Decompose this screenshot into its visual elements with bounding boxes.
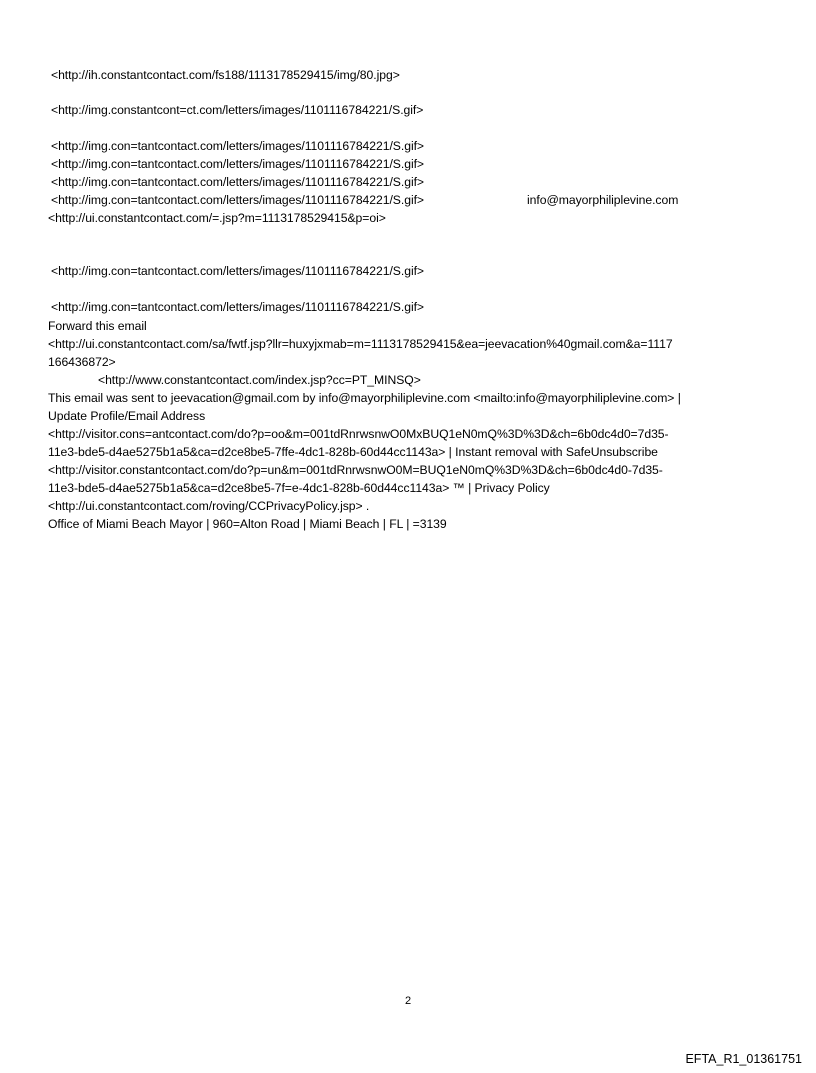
image-link-spacer-2: <http://img.con=tantcontact.com/letters/images/1101116784221/S.gif> (51, 139, 425, 153)
privacy-policy-link: <http://ui.constantcontact.com/roving/CCPrivacyPolicy.jsp> . (48, 499, 370, 513)
image-link-spacer-5: <http://img.con=tantcontact.com/letters/images/1101116784221/S.gif> (51, 193, 425, 207)
update-profile-label: Update Profile/Email Address (48, 409, 206, 423)
bates-number: EFTA_R1_01361751 (685, 1052, 802, 1066)
forward-email-label: Forward this email (48, 319, 147, 333)
sender-email: info@mayorphiliplevine.com (527, 193, 679, 207)
image-link-spacer-6: <http://img.con=tantcontact.com/letters/images/1101116784221/S.gif> (51, 264, 425, 278)
update-profile-link: <http://visitor.cons=antcontact.com/do?p=oo&m=001tdRnrwsnwO0MxBUQ1eN0mQ%3D%3D&ch=6b0dc4d0=7d35- (48, 427, 669, 441)
page-number: 2 (404, 995, 412, 1007)
office-address: Office of Miami Beach Mayor | 960=Alton Road | Miami Beach | FL | =3139 (48, 517, 447, 531)
forward-link: <http://ui.constantcontact.com/sa/fwtf.jsp?llr=huxyjxmab=m=1113178529415&ea=jeevacation%40gmail.com&a=1117 (48, 337, 673, 351)
image-link-spacer-4: <http://img.con=tantcontact.com/letters/images/1101116784221/S.gif> (51, 175, 425, 189)
unsubscribe-link-cont: 11e3-bde5-d4ae5275b1a5&ca=d2ce8be5-7f=e-4dc1-828b-60d44cc1143a> ™ | Privacy Policy (48, 481, 550, 495)
image-link-spacer-1: <http://img.constantcont=ct.com/letters/images/1101116784221/S.gif> (51, 103, 424, 117)
image-link-spacer-3: <http://img.con=tantcontact.com/letters/images/1101116784221/S.gif> (51, 157, 425, 171)
optin-link: <http://ui.constantcontact.com/=.jsp?m=1113178529415&p=oi> (48, 211, 386, 225)
update-profile-link-cont: 11e3-bde5-d4ae5275b1a5&ca=d2ce8be5-7ffe-4dc1-828b-60d44cc1143a> | Instant removal with SafeUnsubscribe (48, 445, 658, 459)
sent-to-notice: This email was sent to jeevacation@gmail.com by info@mayorphiliplevine.com <mailto:info@mayorphiliplevine.com> | (48, 391, 681, 405)
image-link-spacer-7: <http://img.con=tantcontact.com/letters/images/1101116784221/S.gif> (51, 300, 425, 314)
constantcontact-link: <http://www.constantcontact.com/index.jsp?cc=PT_MINSQ> (98, 373, 421, 387)
image-link-header: <http://ih.constantcontact.com/fs188/1113178529415/img/80.jpg> (51, 68, 400, 82)
forward-link-cont: 166436872> (48, 355, 116, 369)
unsubscribe-link: <http://visitor.constantcontact.com/do?p=un&m=001tdRnrwsnwO0M=BUQ1eN0mQ%3D%3D&ch=6b0dc4d0-7d35- (48, 463, 663, 477)
